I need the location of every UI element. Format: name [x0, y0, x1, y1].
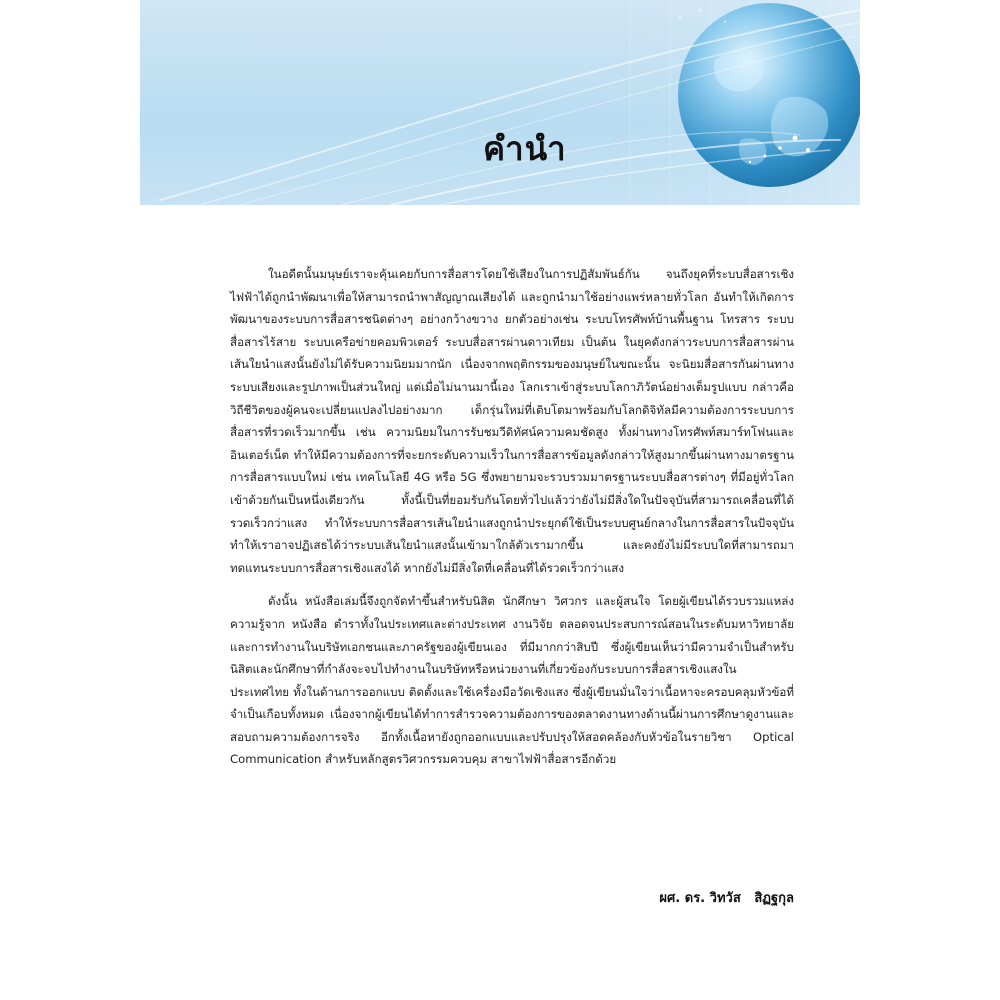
header-banner [140, 0, 860, 205]
paragraph: ดังนั้น หนังสือเล่มนี้จึงถูกจัดทำขึ้นสำหรับนิสิต นักศึกษา วิศวกร และผู้สนใจ โดยผู้เขียนได้รวบรวมแหล่งความรู้จาก หนังสือ ตำราทั้งในประเทศและต่างประเทศ งานวิจัย ตลอดจนประสบการณ์สอนในระดับมหาวิทยาลัยและการทำงานในบริษัทเอกชนและภาครัฐของผู้เขียนเอง ที่มีมากกว่าสิบปี ซึ่งผู้เขียนเห็นว่ามีความจำเป็นสำหรับนิสิตและนักศึกษาที่กำลังจะจบไปทำงานในบริษัทหรือหน่วยงานที่เกี่ยวข้องกับระบบการสื่อสารเชิงแสงในประเทศไทย ทั้งในด้านการออกแบบ ติดตั้งและใช้เครื่องมือวัดเชิงแสง ซึ่งผู้เขียนมั่นใจว่าเนื้อหาจะครอบคลุมหัวข้อที่จำเป็นเกือบทั้งหมด เนื่องจากผู้เขียนได้ทำการสำรวจความต้องการของตลาดงานทางด้านนี้ผ่านการศึกษาดูงานและสอบถามความต้องการจริง อีกทั้งเนื้อหายังถูกออกแบบและปรับปรุงให้สอดคล้องกับหัวข้อในรายวิชา Optical Communication สำหรับหลักสูตรวิศวกรรมควบคุม สาขาไฟฟ้าสื่อสารอีกด้วย [230, 594, 794, 767]
preface-body [230, 263, 794, 771]
page-title: คำนำ [483, 129, 567, 168]
author-signature: ผศ. ดร. วิทวัส สิฏฐกุล [659, 891, 794, 906]
paragraph: ในอดีตนั้นมนุษย์เราจะคุ้นเคยกับการสื่อสารโดยใช้เสียงในการปฏิสัมพันธ์กัน จนถึงยุคที่ระบบสื่อสารเชิงไฟฟ้าได้ถูกนำพัฒนาเพื่อให้สามารถนำพาสัญญาณเสียงได้ และถูกนำมาใช้อย่างแพร่หลายทั่วโลก อันทำให้เกิดการพัฒนาของระบบการสื่อสารชนิดต่างๆ อย่างกว้างขวาง ยกตัวอย่างเช่น ระบบโทรศัพท์บ้านพื้นฐาน โทรสาร ระบบสื่อสารไร้สาย ระบบเครือข่ายคอมพิวเตอร์ ระบบสื่อสารผ่านดาวเทียม เป็นต้น ในยุคดังกล่าวระบบการสื่อสารผ่านเส้นใยนำแสงนั้นยังไม่ได้รับความนิยมมากนัก เนื่องจากพฤติกรรมของมนุษย์ในขณะนั้น จะนิยมสื่อสารกันผ่านทางระบบเสียงและรูปภาพเป็นส่วนใหญ่ แต่เมื่อไม่นานมานี้เอง โลกเราเข้าสู่ระบบโลกาภิวัตน์อย่างเต็มรูปแบบ กล่าวคือ วิถีชีวิตของผู้คนจะเปลี่ยนแปลงไปอย่างมาก เด็กรุ่นใหม่ที่เติบโตมาพร้อมกับโลกดิจิทัลมีความต้องการระบบการสื่อสารที่รวดเร็วมากขึ้น เช่น ความนิยมในการรับชมวีดิทัศน์ความคมชัดสูง ทั้งผ่านทางโทรศัพท์สมาร์ทโฟนและอินเตอร์เน็ต ทำให้มีความต้องการที่จะยกระดับความเร็วในการสื่อสารข้อมูลดังกล่าวให้สูงมากขึ้นผ่านทางมาตรฐานการสื่อสารแบบใหม่ เช่น เทคโนโลยี 4G หรือ 5G ซึ่งพยายามจะรวบรวมมาตรฐานระบบสื่อสารต่างๆ ที่มีอยู่ทั่วโลกเข้าด้วยกันเป็นหนึ่งเดียวกัน ทั้งนี้เป็นที่ยอมรับกันโดยทั่วไปแล้วว่ายังไม่มีสิ่งใดในปัจจุบันที่สามารถเคลื่อนที่ได้รวดเร็วกว่าแสง ทำให้ระบบการสื่อสารเส้นใยนำแสงถูกนำประยุกต์ใช้เป็นระบบศูนย์กลางในการสื่อสารในปัจจุบัน ทำให้เราอาจปฏิเสธได้ว่าระบบเส้นใยนำแสงนั้นเข้ามาใกล้ตัวเรามากขึ้น และคงยังไม่มีระบบใดที่สามารถมาทดแทนระบบการสื่อสารเชิงแสงได้ หากยังไม่มีสิ่งใดที่เคลื่อนที่ได้รวดเร็วกว่าแสง [230, 267, 794, 575]
